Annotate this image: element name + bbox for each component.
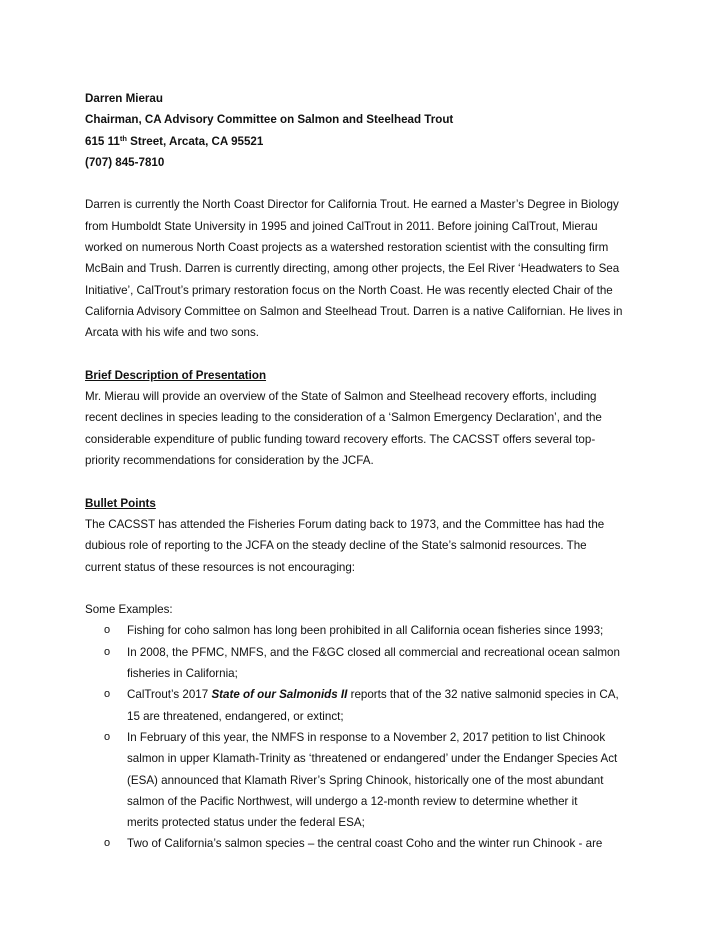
list-item xyxy=(85,684,627,727)
bio-line: Initiative’, CalTrout’s primary restoration focus on the North Coast. He was recently elected Chair of the xyxy=(85,283,613,297)
address-number: 615 11 xyxy=(85,134,120,148)
spacer xyxy=(85,173,645,194)
presentation-line: considerable expenditure of public funding toward recovery efforts. The CACSST offers several top- xyxy=(85,432,596,446)
intro-line: dubious role of reporting to the JCFA on the steady decline of the State’s salmonid resources. The xyxy=(85,539,587,553)
bullet-marker: o xyxy=(104,688,111,701)
spacer xyxy=(85,578,645,599)
list-item xyxy=(85,833,627,854)
list-item-line: Two of California’s salmon species – the central coast Coho and the winter run Chinook - are xyxy=(127,837,603,851)
list-item-line: In 2008, the PFMC, NMFS, and the F&GC closed all commercial and recreational ocean salmon xyxy=(127,645,620,659)
bio-line: California Advisory Committee on Salmon and Steelhead Trout. Darren is a native Californian. He lives in xyxy=(85,304,623,318)
author-name: Darren Mierau xyxy=(85,92,163,105)
bullet-marker: o xyxy=(104,645,111,658)
bullet-points-heading: Bullet Points xyxy=(85,496,156,510)
item-text: CalTrout’s 2017 xyxy=(127,688,212,702)
list-item-line xyxy=(127,684,627,705)
address-street: Street, Arcata, CA 95521 xyxy=(126,134,264,148)
presentation-line: recent declines in species leading to the consideration of a ‘Salmon Emergency Declaration’, and the xyxy=(85,411,602,425)
list-item-line: Fishing for coho salmon has long been prohibited in all California ocean fisheries since 1993; xyxy=(127,624,604,638)
bio-line: worked on numerous North Coast projects as a watershed restoration scientist with the consulting firm xyxy=(85,241,609,255)
address-superscript: th xyxy=(119,133,127,143)
presentation-line: Mr. Mierau will provide an overview of the State of Salmon and Steelhead recovery efforts, including xyxy=(85,390,597,404)
examples-label: Some Examples: xyxy=(85,603,173,617)
spacer xyxy=(85,471,645,492)
intro-line: current status of these resources is not encouraging: xyxy=(85,560,356,574)
list-item xyxy=(85,620,627,641)
list-item-line: In February of this year, the NMFS in response to a November 2, 2017 petition to list Chinook xyxy=(127,730,606,744)
presentation-heading: Brief Description of Presentation xyxy=(85,368,267,382)
bio-line: from Humboldt State University in 1995 and joined CalTrout in 2011. Before joining CalTrout, Mierau xyxy=(85,219,598,233)
list-item-line: 15 are threatened, endangered, or extinct; xyxy=(127,709,344,723)
author-title: Chairman, CA Advisory Committee on Salmon and Steelhead Trout xyxy=(85,113,454,127)
list-item xyxy=(85,727,627,833)
list-item-line: fisheries in California; xyxy=(127,667,238,681)
bullet-points-intro xyxy=(85,514,641,578)
list-item xyxy=(85,642,627,685)
presentation-paragraph xyxy=(85,386,641,471)
report-title: State of our Salmonids II xyxy=(211,688,348,702)
examples-list xyxy=(85,620,645,854)
list-item-line: merits protected status under the federal ESA; xyxy=(127,816,365,830)
item-text: reports that of the 32 native salmonid species in CA, xyxy=(347,688,619,702)
author-address xyxy=(85,131,645,152)
list-item-line: salmon of the Pacific Northwest, will undergo a 12-month review to determine whether it xyxy=(127,794,578,808)
bullet-marker: o xyxy=(104,730,111,743)
presentation-line: priority recommendations for consideration by the JCFA. xyxy=(85,454,374,468)
intro-line: The CACSST has attended the Fisheries Forum dating back to 1973, and the Committee has had the xyxy=(85,517,605,531)
author-phone: (707) 845-7810 xyxy=(85,155,165,169)
bio-paragraph xyxy=(85,194,641,343)
list-item-line: (ESA) announced that Klamath River’s Spring Chinook, historically one of the most abundant xyxy=(127,773,604,787)
bullet-marker: o xyxy=(104,837,111,850)
document-body xyxy=(85,88,645,855)
list-item-line: salmon in upper Klamath-Trinity as ‘threatened or endangered’ under the Endanger Species Act xyxy=(127,752,618,766)
spacer xyxy=(85,344,645,365)
bullet-marker: o xyxy=(104,624,111,637)
bio-line: Arcata with his wife and two sons. xyxy=(85,326,259,340)
bio-line: McBain and Trush. Darren is currently directing, among other projects, the Eel River ‘Headwaters to Sea xyxy=(85,262,620,276)
bio-line: Darren is currently the North Coast Director for California Trout. He earned a Master’s Degree in Biology xyxy=(85,198,619,212)
